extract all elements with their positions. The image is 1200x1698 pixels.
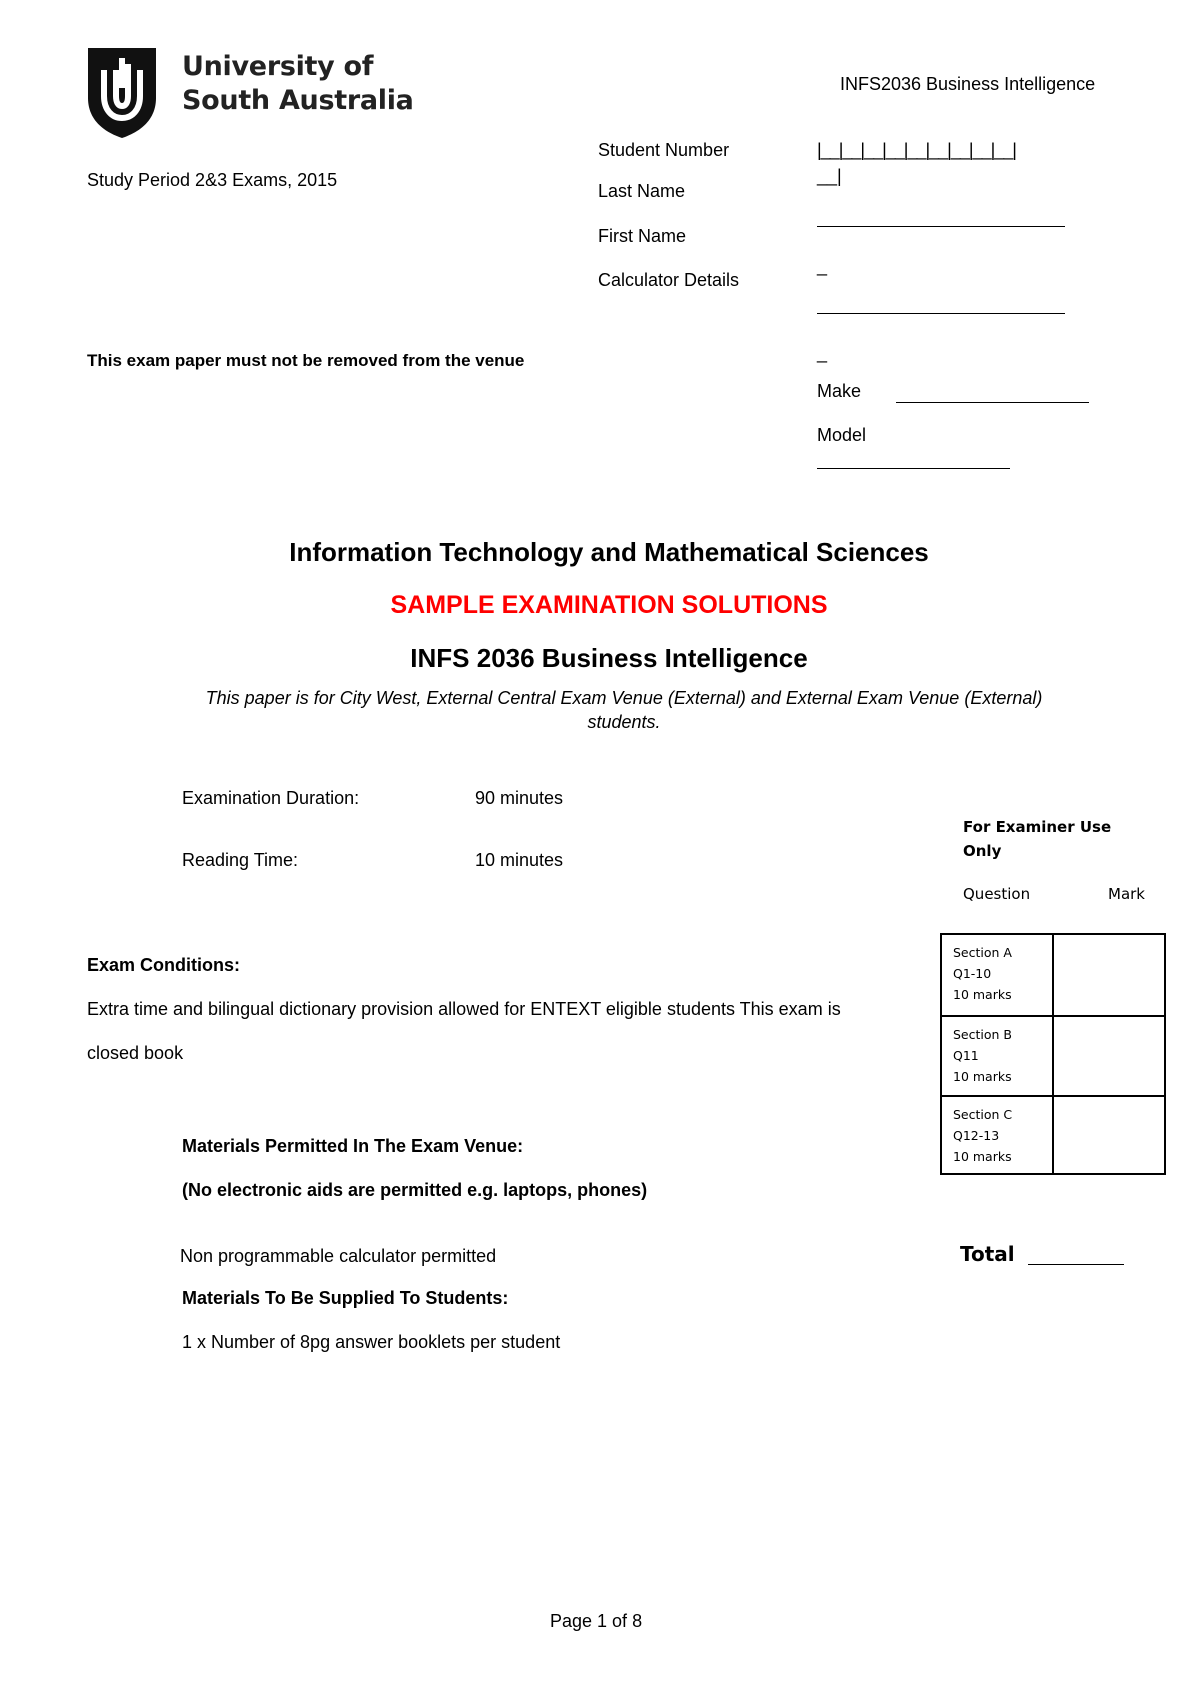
student-number-boxes-cont[interactable]: __|: [817, 166, 842, 186]
section-name: Section C: [953, 1107, 1013, 1122]
conditions-text-line1: Extra time and bilingual dictionary provision allowed for ENTEXT eligible students This exam is: [87, 999, 841, 1019]
section-name: Section B: [953, 1027, 1012, 1042]
calculator-permitted: Non programmable calculator permitted: [180, 1246, 497, 1266]
section-cell: [942, 1017, 1054, 1095]
student-number-boxes[interactable]: |__|__|__|__|__|__|__|__|__|: [817, 140, 1016, 160]
university-name-line1: University of: [182, 51, 374, 82]
student-number-label: Student Number: [598, 140, 730, 160]
section-questions: Q1-10: [953, 966, 992, 981]
faculty-title: Information Technology and Mathematical Sciences: [289, 537, 929, 567]
materials-supplied-heading: Materials To Be Supplied To Students:: [182, 1288, 509, 1308]
removal-notice: This exam paper must not be removed from the venue: [87, 351, 525, 370]
model-line[interactable]: [817, 468, 1010, 469]
section-name: Section A: [953, 945, 1012, 960]
col-mark: Mark: [1108, 885, 1145, 903]
make-label: Make: [817, 381, 862, 401]
first-name-line[interactable]: [817, 313, 1065, 314]
col-question: Question: [963, 885, 1031, 903]
examiner-table: [940, 933, 1166, 1175]
paper-note: This paper is for City West, External Central Exam Venue (External) and External Exam Venue (External) students.: [205, 688, 1043, 732]
page-number: Page 1 of 8: [550, 1611, 643, 1631]
university-crest-icon: [86, 48, 158, 138]
section-marks: 10 marks: [953, 1069, 1012, 1084]
calculator-label: Calculator Details: [598, 270, 740, 290]
course-title: INFS 2036 Business Intelligence: [410, 643, 808, 673]
first-name-label: First Name: [598, 226, 687, 246]
exam-subtitle: SAMPLE EXAMINATION SOLUTIONS: [390, 591, 828, 619]
materials-permitted-note: (No electronic aids are permitted e.g. laptops, phones): [182, 1180, 648, 1200]
university-name-line2: South Australia: [182, 85, 414, 116]
materials-permitted-heading: Materials Permitted In The Exam Venue:: [182, 1136, 524, 1156]
last-name-label: Last Name: [598, 181, 686, 201]
section-questions: Q12-13: [953, 1128, 1000, 1143]
dash-1: _: [817, 256, 828, 276]
section-cell: [942, 1097, 1054, 1175]
total-label: Total: [960, 1242, 1015, 1266]
section-marks: 10 marks: [953, 1149, 1012, 1164]
section-marks: 10 marks: [953, 987, 1012, 1002]
table-row: [942, 1095, 1164, 1175]
model-label: Model: [817, 425, 867, 445]
section-cell: [942, 935, 1054, 1015]
conditions-heading: Exam Conditions:: [87, 955, 241, 975]
materials-supplied-item: 1 x Number of 8pg answer booklets per student: [182, 1332, 561, 1352]
last-name-line[interactable]: [817, 226, 1065, 227]
examiner-heading: For Examiner Use Only: [963, 818, 1112, 860]
reading-label: Reading Time:: [182, 850, 299, 870]
dash-2: _: [817, 343, 828, 363]
table-row: [942, 935, 1164, 1015]
duration-label: Examination Duration:: [182, 788, 360, 808]
university-logo: [86, 48, 158, 138]
reading-value: 10 minutes: [475, 850, 564, 870]
course-code-header: INFS2036 Business Intelligence: [840, 74, 1096, 94]
study-period: Study Period 2&3 Exams, 2015: [87, 170, 338, 190]
total-line[interactable]: [1028, 1264, 1124, 1265]
make-line[interactable]: [896, 402, 1089, 403]
section-questions: Q11: [953, 1048, 979, 1063]
table-row: [942, 1015, 1164, 1095]
duration-value: 90 minutes: [475, 788, 564, 808]
conditions-text-line2: closed book: [87, 1043, 184, 1063]
